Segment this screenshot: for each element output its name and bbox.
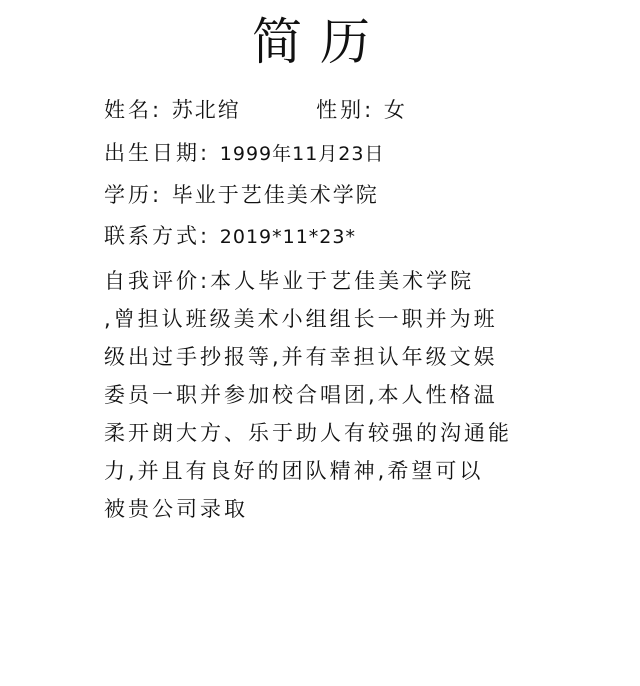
evaluation-line [104, 262, 604, 300]
education-row [104, 181, 379, 209]
birth-value: 1999年11月23日 [219, 143, 385, 165]
evaluation-label: 自我评价: [104, 269, 211, 293]
evaluation-text: 本人毕业于艺佳美术学院 [210, 269, 475, 293]
education-label: 学历: [104, 183, 163, 207]
self-evaluation [104, 262, 604, 528]
birth-row [104, 139, 384, 168]
resume-title: 简历 [252, 13, 388, 71]
gender-value: 女 [383, 98, 407, 122]
name-label: 姓名: [104, 98, 163, 122]
name-value: 苏北绾 [171, 98, 241, 122]
name-gender-row [104, 96, 407, 124]
evaluation-line: 委员一职并参加校合唱团,本人性格温 [104, 383, 498, 407]
contact-value: 2019*11*23* [219, 226, 356, 248]
contact-label: 联系方式: [104, 224, 211, 248]
contact-row [104, 222, 356, 251]
evaluation-line: 被贵公司录取 [104, 497, 248, 521]
evaluation-line: 力,并且有良好的团队精神,希望可以 [104, 459, 484, 483]
evaluation-line: ,曾担认班级美术小组组长一职并为班 [104, 307, 498, 331]
evaluation-line: 级出过手抄报等,并有幸担认年级文娱 [104, 345, 498, 369]
evaluation-line: 柔开朗大方、乐于助人有较强的沟通能 [104, 421, 512, 445]
education-value: 毕业于艺佳美术学院 [171, 183, 379, 207]
gender-label: 性别: [316, 98, 375, 122]
birth-label: 出生日期: [104, 141, 211, 165]
